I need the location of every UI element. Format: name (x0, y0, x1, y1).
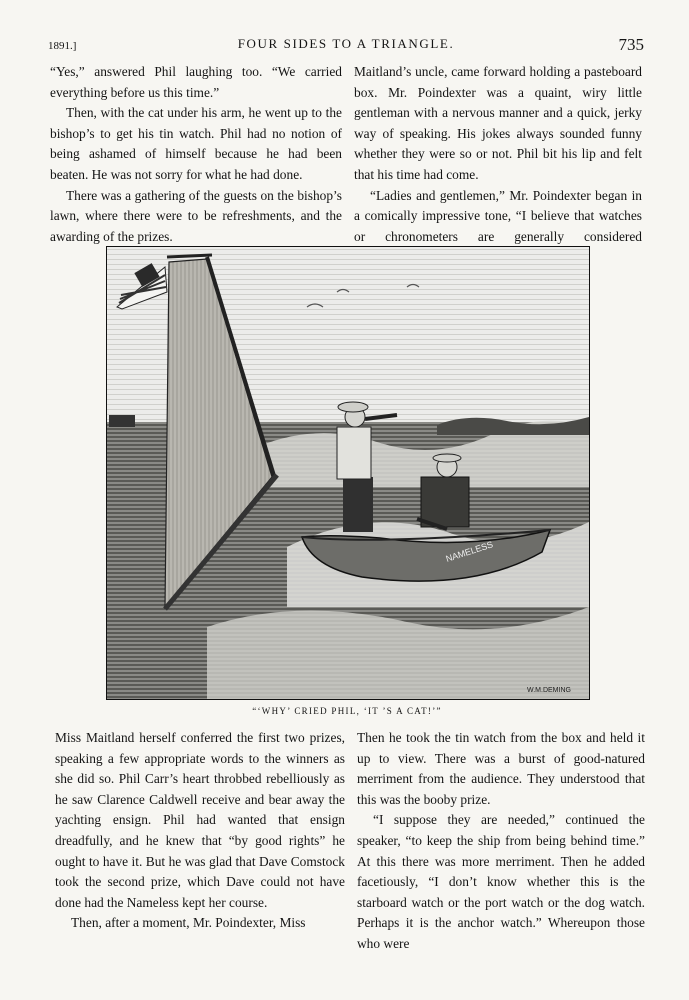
paragraph: Then he took the tin watch from the box and held it up to view. There was a burst of good-natured merriment from the audience. They understood that this was the booby prize. (357, 730, 645, 807)
boat-name: NAMELESS (444, 539, 495, 564)
text-column-bottom-left (55, 728, 345, 934)
paragraph: “Ladies and gentlemen,” Mr. Poindexter began in a comically impressive tone, “I believe that watches or chronometers are generally considered (354, 187, 642, 244)
text-column-top-right (354, 62, 642, 268)
paragraph: “I suppose they are needed,” continued the speaker, “to keep the ship from being behind time.” At this there was more merriment. Then he added facetiously, “I don’t know whether this is the starboard watch or the port watch or the dog watch. Perhaps it is the anchor watch.” Whereupon those who were (357, 812, 645, 951)
running-header (48, 36, 644, 56)
text-column-top-left (50, 62, 342, 247)
paragraph: Then, after a moment, Mr. Poindexter, Miss (71, 915, 306, 931)
header-title: FOUR SIDES TO A TRIANGLE. (237, 36, 455, 51)
artist-signature: W.M.DEMING (527, 687, 571, 694)
page-number: 735 (618, 35, 644, 54)
engraving-illustration (106, 246, 590, 700)
paragraph: “Yes,” answered Phil laughing too. “We carried everything before us this time.” (50, 64, 342, 100)
illustration-caption: “‘WHY’ CRIED PHIL, ‘IT ’S A CAT!’” (252, 706, 442, 716)
paragraph: There was a gathering of the guests on the bishop’s lawn, where there were to be refreshments, and the awarding of the prizes. (50, 187, 342, 244)
paragraph: Then, with the cat under his arm, he went up to the bishop’s to get his tin watch. Phil had no notion of being ashamed of himself because he had been beaten. He was not sorry for what he had done. (50, 105, 342, 182)
header-year: 1891.] (48, 40, 77, 52)
paragraph: Miss Maitland herself conferred the first two prizes, speaking a few appropriate words to the winners as she did so. Phil Carr’s heart throbbed rebelliously as he saw Clarence Caldwell receive and bear away the yachting ensign. Phil had wanted that ensign dreadfully, and he knew that “by good rights” he ought to have it. But he was glad that Dave Comstock took the second prize, which Dave could not have done had the Nameless kept her course. (55, 730, 345, 910)
text-column-bottom-right (357, 728, 645, 955)
paragraph: Maitland’s uncle, came forward holding a pasteboard box. Mr. Poindexter was a quaint, wiry little gentleman with a nervous manner and a quick, jerky way of speaking. His jokes always sounded funny whether they were so or not. Phil bit his lip and felt that his time had come. (354, 64, 642, 182)
